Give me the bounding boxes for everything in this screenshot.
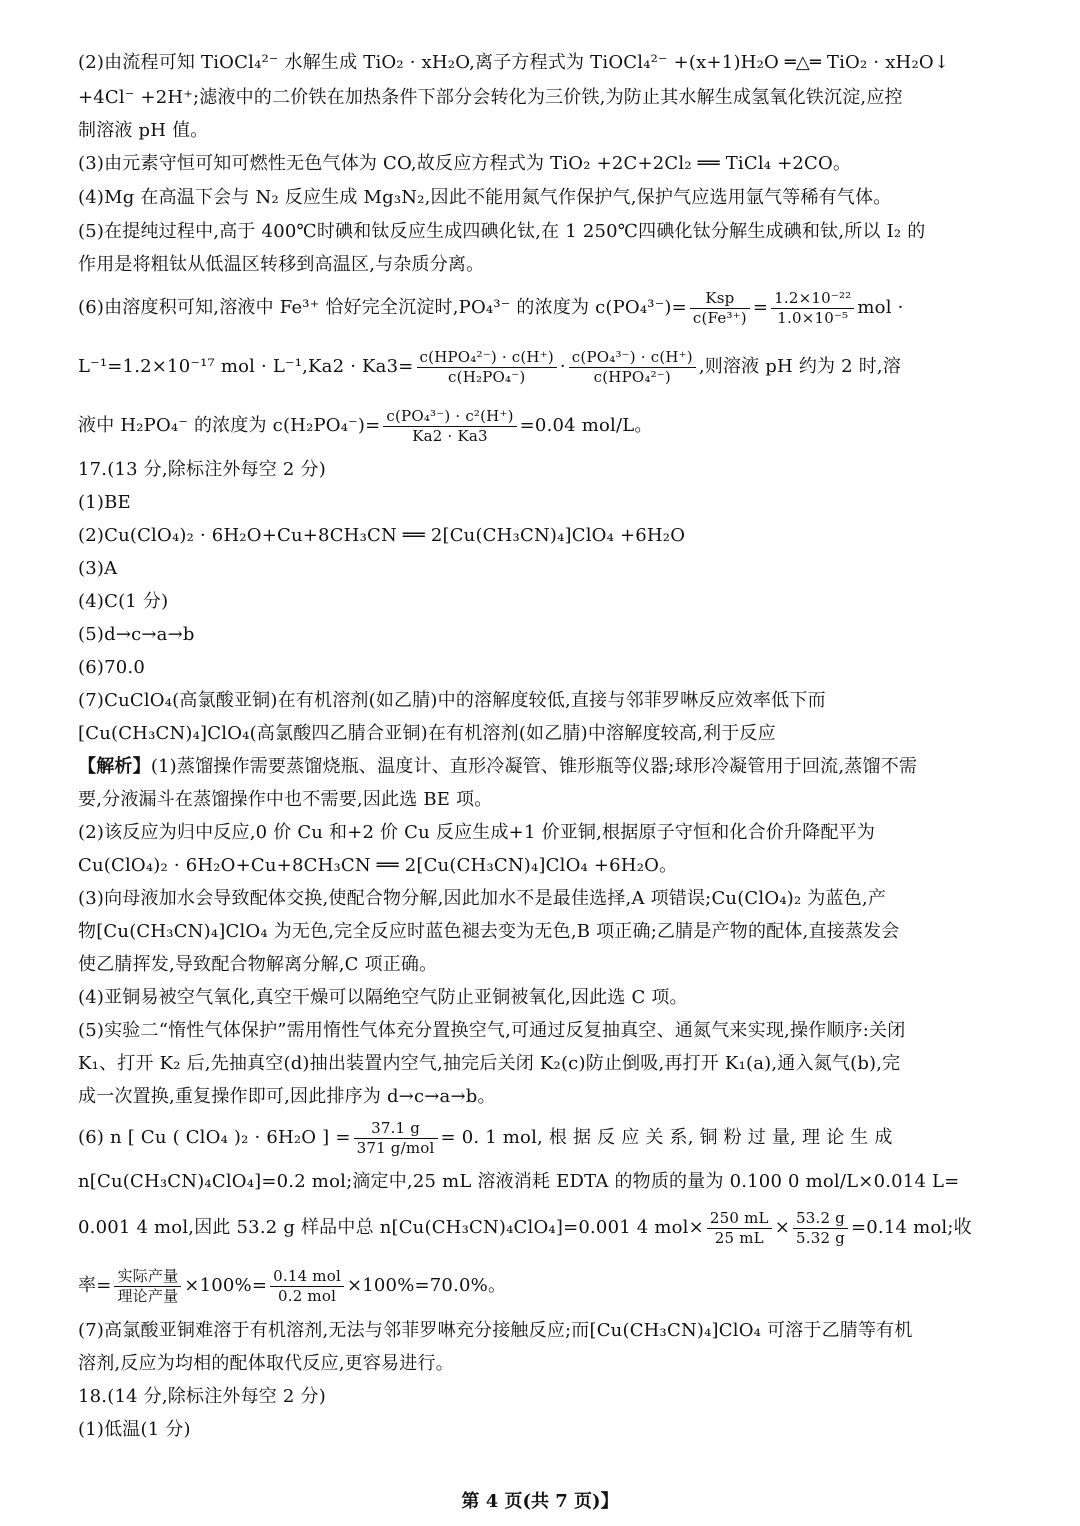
fraction-numerator: c(PO₄³⁻) · c²(H⁺) (383, 407, 516, 427)
fraction-numerator: c(HPO₄²⁻) · c(H⁺) (417, 348, 557, 368)
formula-line (78, 1116, 1013, 1160)
fraction-numerator: 1.2×10⁻²² (771, 289, 854, 309)
fraction (354, 1119, 438, 1158)
fraction-denominator: c(Fe³⁺) (692, 308, 747, 327)
answer-line: (1)BE (78, 492, 131, 513)
fraction (690, 289, 750, 328)
formula-text: ×100%=70.0%。 (346, 1275, 507, 1296)
fraction (270, 1267, 344, 1306)
page-footer: 第 4 页(共 7 页)】 (461, 1491, 619, 1512)
formula-text: 率= (78, 1275, 112, 1296)
analysis-line: (7)高氯酸亚铜难溶于有机溶剂,无法与邻菲罗啉充分接触反应;而[Cu(CH₃CN)₄]ClO₄ 可溶于乙腈等有机 (78, 1320, 913, 1341)
text-line: (3)由元素守恒可知可燃性无色气体为 CO,故反应方程式为 TiO₂ +2C+2Cl₂ ══ TiCl₄ +2CO。 (78, 153, 852, 174)
fraction-denominator: 1.0×10⁻⁵ (777, 308, 849, 327)
fraction-denominator: 5.32 g (796, 1228, 845, 1247)
formula-line (78, 1257, 1013, 1315)
answer-line: (6)70.0 (78, 657, 145, 678)
answer-line: (3)A (78, 558, 118, 579)
analysis-label: 【解析】 (78, 756, 151, 777)
fraction-denominator: 25 mL (714, 1228, 764, 1247)
fraction-numerator: 37.1 g (354, 1119, 438, 1139)
formula-text: = 0. 1 mol, 根 据 反 应 关 系, 铜 粉 过 量, 理 论 生 成 (440, 1127, 893, 1148)
formula-line (78, 279, 1013, 337)
analysis-line: (4)亚铜易被空气氧化,真空干燥可以隔绝空气防止亚铜被氧化,因此选 C 项。 (78, 987, 688, 1008)
fraction-denominator: 理论产量 (117, 1286, 179, 1305)
formula-text: = (752, 297, 769, 318)
answer-line: (2)Cu(ClO₄)₂ · 6H₂O+Cu+8CH₃CN ══ 2[Cu(CH₃CN)₄]ClO₄ +6H₂O (78, 525, 686, 546)
question-heading: 17.(13 分,除标注外每空 2 分) (78, 459, 326, 480)
text-line: (2)由流程可知 TiOCl₄²⁻ 水解生成 TiO₂ · xH₂O,离子方程式为 TiOCl₄²⁻ +(x+1)H₂O ═△═ TiO₂ · xH₂O↓ (78, 52, 950, 73)
analysis-line: 溶剂,反应为均相的配体取代反应,更容易进行。 (78, 1353, 454, 1374)
formula-text: 0.001 4 mol,因此 53.2 g 样品中总 n[Cu(CH₃CN)₄ClO₄]=0.001 4 mol× (78, 1217, 704, 1238)
answer-line: (1)低温(1 分) (78, 1419, 191, 1440)
analysis-line: 成一次置换,重复操作即可,因此排序为 d→c→a→b。 (78, 1086, 496, 1107)
formula-text: × (774, 1217, 791, 1238)
formula-text: =0.14 mol;收 (850, 1217, 972, 1238)
fraction (114, 1267, 181, 1306)
analysis-line: 使乙腈挥发,导致配合物解离分解,C 项正确。 (78, 954, 438, 975)
analysis-line: K₁、打开 K₂ 后,先抽真空(d)抽出装置内空气,抽完后关闭 K₂(c)防止倒吸,再打开 K₁(a),通入氮气(b),完 (78, 1053, 901, 1074)
formula-text: ,则溶液 pH 约为 2 时,溶 (698, 356, 902, 377)
fraction-denominator: Ka2 · Ka3 (412, 426, 488, 445)
answer-line: (5)d→c→a→b (78, 624, 195, 645)
analysis-line: n[Cu(CH₃CN)₄ClO₄]=0.2 mol;滴定中,25 mL 溶液消耗 EDTA 的物质的量为 0.100 0 mol/L×0.014 L= (78, 1171, 960, 1192)
fraction-numerator: Ksp (690, 289, 750, 309)
answer-line: (7)CuClO₄(高氯酸亚铜)在有机溶剂(如乙腈)中的溶解度较低,直接与邻菲罗啉反应效率低下而 (78, 690, 826, 711)
analysis-line (78, 754, 1013, 782)
question-heading: 18.(14 分,除标注外每空 2 分) (78, 1386, 326, 1407)
text-line: +4Cl⁻ +2H⁺;滤液中的二价铁在加热条件下部分会转化为三价铁,为防止其水解生成氢氧化铁沉淀,应控 (78, 87, 903, 108)
formula-text: L⁻¹=1.2×10⁻¹⁷ mol · L⁻¹,Ka2 · Ka3= (78, 356, 414, 377)
formula-text: · (559, 356, 566, 377)
fraction (707, 1209, 772, 1248)
answer-line: [Cu(CH₃CN)₄]ClO₄(高氯酸四乙腈合亚铜)在有机溶剂(如乙腈)中溶解度较高,利于反应 (78, 723, 776, 744)
fraction (771, 289, 854, 328)
fraction-numerator: 250 mL (707, 1209, 772, 1229)
fraction (569, 348, 696, 387)
analysis-line: (3)向母液加水会导致配体交换,使配合物分解,因此加水不是最佳选择,A 项错误;Cu(ClO₄)₂ 为蓝色,产 (78, 888, 887, 909)
text-line: (4)Mg 在高温下会与 N₂ 反应生成 Mg₃N₂,因此不能用氮气作保护气,保护气应选用氩气等稀有气体。 (78, 187, 892, 208)
fraction-numerator: c(PO₄³⁻) · c(H⁺) (569, 348, 696, 368)
analysis-line: 物[Cu(CH₃CN)₄]ClO₄ 为无色,完全反应时蓝色褪去变为无色,B 项正确;乙腈是产物的配体,直接蒸发会 (78, 921, 900, 942)
analysis-line: 要,分液漏斗在蒸馏操作中也不需要,因此选 BE 项。 (78, 789, 493, 810)
fraction-denominator: c(H₂PO₄⁻) (448, 367, 526, 386)
fraction-numerator: 53.2 g (793, 1209, 848, 1229)
formula-text: 液中 H₂PO₄⁻ 的浓度为 c(H₂PO₄⁻)= (78, 415, 381, 436)
fraction-numerator: 实际产量 (114, 1267, 181, 1287)
analysis-text: (1)蒸馏操作需要蒸馏烧瓶、温度计、直形冷凝管、锥形瓶等仪器;球形冷凝管用于回流,蒸馏不需 (150, 756, 918, 777)
fraction-denominator: 0.2 mol (278, 1286, 337, 1305)
formula-text: mol · (857, 297, 904, 318)
analysis-line: (2)该反应为归中反应,0 价 Cu 和+2 价 Cu 反应生成+1 价亚铜,根据原子守恒和化合价升降配平为 (78, 822, 876, 843)
formula-line (78, 1199, 1013, 1257)
fraction-denominator: c(HPO₄²⁻) (593, 367, 671, 386)
fraction (417, 348, 557, 387)
fraction-numerator: 0.14 mol (270, 1267, 344, 1287)
formula-text: (6)由溶度积可知,溶液中 Fe³⁺ 恰好完全沉淀时,PO₄³⁻ 的浓度为 c(PO₄³⁻)= (78, 297, 687, 318)
formula-line (78, 338, 1013, 396)
fraction-denominator: 371 g/mol (356, 1138, 435, 1157)
text-line: 制溶液 pH 值。 (78, 120, 209, 141)
analysis-line: Cu(ClO₄)₂ · 6H₂O+Cu+8CH₃CN ══ 2[Cu(CH₃CN)₄]ClO₄ +6H₂O。 (78, 855, 678, 876)
formula-line (78, 397, 1013, 455)
fraction (793, 1209, 848, 1248)
text-line: 作用是将粗钛从低温区转移到高温区,与杂质分离。 (78, 254, 485, 275)
analysis-line: (5)实验二“惰性气体保护”需用惰性气体充分置换空气,可通过反复抽真空、通氮气来实现,操作顺序:关闭 (78, 1020, 906, 1041)
text-line: (5)在提纯过程中,高于 400℃时碘和钛反应生成四碘化钛,在 1 250℃四碘化钛分解生成碘和钛,所以 I₂ 的 (78, 221, 926, 242)
formula-text: ×100%= (184, 1275, 268, 1296)
fraction (383, 407, 516, 446)
formula-text: (6) n [ Cu ( ClO₄ )₂ · 6H₂O ] = (78, 1127, 351, 1148)
answer-line: (4)C(1 分) (78, 591, 169, 612)
formula-text: =0.04 mol/L。 (519, 415, 653, 436)
